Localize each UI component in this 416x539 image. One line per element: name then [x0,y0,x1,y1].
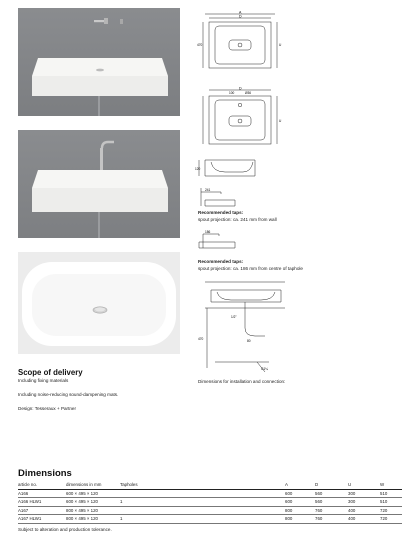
dim-label-a: A [239,10,242,15]
dim-label-186: 186 [205,230,211,234]
dim-label-100: 100 [229,91,235,95]
taps-1-line: spout projection: ca. 241 mm from wall [198,217,277,222]
table-row: A166 HLW1 600 × 495 × 120 1 600 560 300 510 [18,498,402,507]
table-row: A167 800 × 495 × 120 800 760 400 720 [18,507,402,516]
tap-projection-wall-drawing [195,186,255,208]
header-dimensions: dimensions in mm [66,482,102,488]
scope-title: Scope of delivery [18,368,83,377]
footnote: Subject to alteration and production tolerance. [18,527,112,532]
header-article: article no. [18,482,38,488]
tap-projection-deck-drawing [195,228,255,250]
taps-1-title: Recommended taps: [198,210,244,215]
dim-label-u2: U [279,119,282,123]
taps-2-title: Recommended taps: [198,259,244,264]
dim-label-g: G1¼ [261,367,268,371]
taps-2-line: spout projection: ca. 186 mm from centre of taphole [198,266,303,271]
header-d: D [315,482,319,488]
plan-view-taphole-drawing [195,86,285,148]
scope-line-3: Design: Tesseraux + Partner [18,406,77,411]
dimensions-title: Dimensions [18,468,72,479]
section-drawing [195,156,265,182]
header-tapholes: Tapholes [120,482,138,488]
plan-view-drawing [195,10,285,72]
dim-label-80: 80 [247,339,251,343]
table-header-row [18,481,402,490]
product-photo-bowl-detail [18,252,180,354]
product-photo-wall-tap [18,8,180,116]
dim-label-d: D [239,14,242,19]
scope-line-2: Including noise-reducing sound-dampening mats. [18,392,119,397]
table-row: A166 600 × 495 × 120 600 560 300 510 [18,490,402,499]
header-u: U [348,482,352,488]
dim-label-d2: D [239,86,242,91]
dim-label-half: 1/2" [231,315,237,319]
dim-label-241: 241 [205,188,211,192]
dim-label-120: 120 [195,167,201,171]
product-photo-deck-tap [18,130,180,238]
install-note: Dimensions for installation and connection: [198,379,286,384]
dim-label-depth: 470 [197,43,203,47]
dim-label-u: U [279,43,282,47]
header-w: W [380,482,385,488]
table-row: A167 HLW1 800 × 495 × 120 1 800 760 400 720 [18,515,402,524]
installation-drawing [195,278,295,378]
dim-label-o36: Ø36 [245,91,252,95]
header-a: A [285,482,288,488]
dim-label-height: 470 [198,337,204,341]
dimensions-table [18,481,402,524]
scope-line-1: Including fixing materials [18,378,69,383]
